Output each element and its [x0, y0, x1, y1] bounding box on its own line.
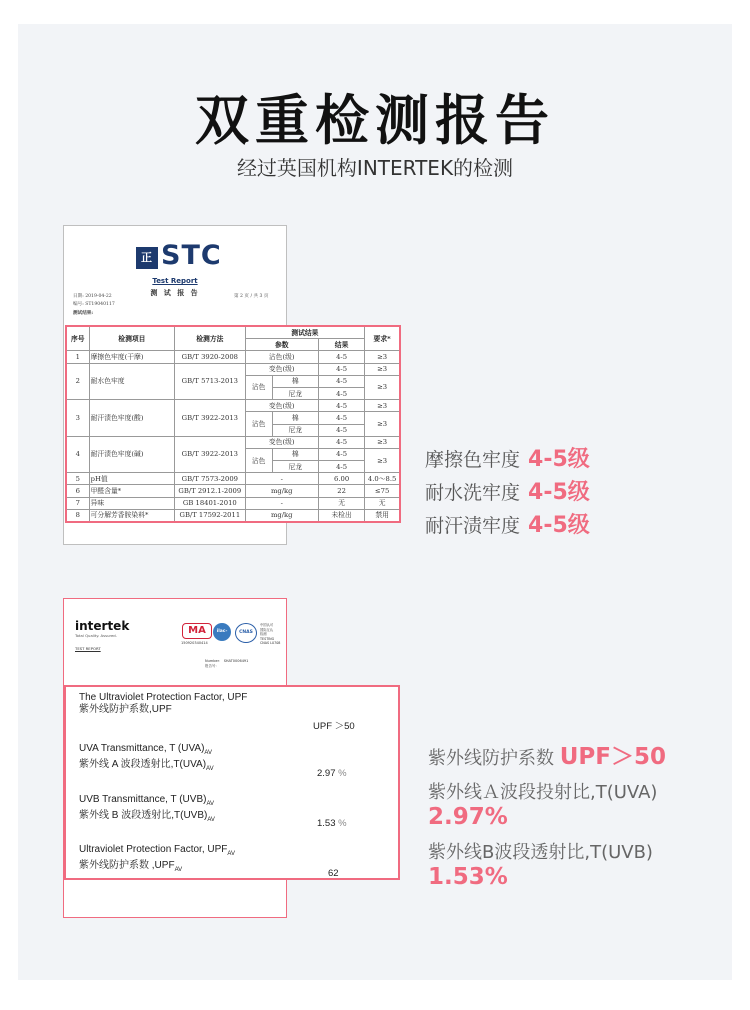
uvb-number: 1.53 — [317, 818, 336, 829]
header-method: 检测方法 — [175, 326, 245, 351]
highlight-value: 4-5级 — [528, 480, 590, 505]
cnas-text-line: CNAS L0708 — [260, 641, 281, 645]
report-date: 日期: 2019-04-22 — [73, 294, 112, 299]
cell-param-b: 尼龙 — [272, 461, 318, 473]
uvb-cn: 紫外线 B 波段透射比,T(UVB) — [79, 810, 208, 821]
table-row — [66, 363, 400, 375]
cell-param-b: 棉 — [272, 412, 318, 424]
cell-value: 4-5 — [318, 424, 364, 436]
stc-logo — [136, 240, 222, 271]
highlight-uva-label: 紫外线Ａ波段投射比,T(UVA) — [428, 782, 658, 803]
cell-method: GB/T 2912.1-2009 — [175, 485, 245, 497]
intertek-report-label: TEST REPORT — [75, 646, 101, 651]
highlight-rubbing — [425, 442, 590, 473]
cell-no: 5 — [66, 473, 89, 485]
table-row — [66, 497, 400, 509]
ilac-mark: ilac-MRA — [213, 623, 231, 641]
uvb-en: UVB Transmittance, T (UVB) — [79, 794, 207, 805]
header-req: 要求* — [365, 326, 400, 351]
upf-item-label — [79, 692, 247, 716]
uvb-unit: % — [338, 818, 347, 829]
cell-req: 4.0～8.5 — [365, 473, 400, 485]
cell-method: GB/T 7573-2009 — [175, 473, 245, 485]
cell-param: mg/kg — [245, 485, 318, 497]
ma-cert-mark: MA — [182, 623, 212, 639]
cell-value: 6.00 — [318, 473, 364, 485]
cell-param-a: 沾色 — [245, 375, 272, 399]
upf-av-cn-sub: AV — [174, 867, 183, 873]
cell-no: 1 — [66, 351, 89, 363]
report-page: 第 2 页 / 共 3 页 — [234, 294, 269, 299]
report-number: 编号: ST19040117 — [73, 302, 115, 307]
upf-results-box — [64, 685, 400, 880]
uvb-cn-sub: AV — [207, 817, 215, 823]
header-no: 序号 — [66, 326, 89, 351]
cell-item: 耐汗渍色牢度(碱) — [89, 436, 175, 473]
highlight-upf — [428, 738, 666, 771]
highlight-value: 4-5级 — [528, 513, 590, 538]
highlight-value: 4-5级 — [528, 447, 590, 472]
cell-param-b: 尼龙 — [272, 424, 318, 436]
table-row — [66, 436, 400, 448]
highlight-uvb-value: 1.53% — [428, 864, 508, 890]
highlight-upf-value: UPF＞50 — [559, 744, 666, 770]
number-cn: 报告号： — [205, 663, 219, 668]
cell-item: 耐汗渍色牢度(酸) — [89, 400, 175, 437]
cell-param: 变色(级) — [245, 400, 318, 412]
uvb-en-sub: AV — [206, 801, 215, 807]
cell-item: 可分解芳香胺染料* — [89, 509, 175, 522]
cell-param-a: 沾色 — [245, 448, 272, 472]
uvb-value — [317, 818, 347, 829]
cell-req: ≥3 — [365, 363, 400, 375]
uva-en-sub: AV — [204, 750, 212, 756]
cell-value: 4-5 — [318, 461, 364, 473]
cell-method: GB/T 3920-2008 — [175, 351, 245, 363]
intertek-tagline: Total Quality. Assured. — [75, 633, 117, 638]
highlight-uvb — [428, 838, 653, 890]
cell-value: 4-5 — [318, 375, 364, 387]
cnas-text — [260, 623, 280, 646]
upf-av-en: Ultraviolet Protection Factor, UPF — [79, 844, 228, 855]
upf-cn: 紫外线防护系数,UPF — [79, 704, 172, 715]
cell-req: ≥3 — [365, 375, 400, 399]
cell-param: mg/kg — [245, 509, 318, 522]
cell-param: - — [245, 473, 318, 485]
cell-no: 4 — [66, 436, 89, 473]
cell-req: ≥3 — [365, 400, 400, 412]
cell-method: GB/T 5713-2013 — [175, 363, 245, 400]
cell-req: ≤75 — [365, 485, 400, 497]
cell-value: 4-5 — [318, 400, 364, 412]
cell-param: - — [245, 497, 318, 509]
upf-value: UPF ＞50 — [313, 721, 355, 732]
cell-no: 3 — [66, 400, 89, 437]
cell-method: GB/T 17592-2011 — [175, 509, 245, 522]
stc-results-table — [65, 325, 401, 523]
cnas-text-line: 中国认可 — [260, 623, 274, 627]
cell-req: ≥3 — [365, 436, 400, 448]
uva-item-label — [79, 743, 214, 775]
table-row — [66, 473, 400, 485]
cell-param: 沾色(级) — [245, 351, 318, 363]
table-row — [66, 509, 400, 522]
table-row — [66, 351, 400, 363]
cell-item: 摩擦色牢度(干摩) — [89, 351, 175, 363]
upf-en: The Ultraviolet Protection Factor, UPF — [79, 692, 248, 703]
cell-no: 8 — [66, 509, 89, 522]
page-subtitle: 经过英国机构INTERTEK的检测 — [236, 156, 514, 180]
highlight-label: 耐汗渍牢度 — [425, 515, 521, 537]
cell-req: 禁用 — [365, 509, 400, 522]
cell-item: 异味 — [89, 497, 175, 509]
highlight-uvb-label: 紫外线B波段透射比,T(UVB) — [428, 842, 653, 863]
header-param: 参数 — [245, 339, 318, 351]
header-value: 结果 — [318, 339, 364, 351]
cell-req: 无 — [365, 497, 400, 509]
highlight-upf-label: 紫外线防护系数 — [428, 748, 554, 769]
cnas-mark: CNAS — [235, 623, 257, 643]
cell-method: GB 18401-2010 — [175, 497, 245, 509]
highlight-label: 摩擦色牢度 — [425, 449, 521, 471]
number-value: SHAT0006491 — [223, 659, 249, 663]
cell-item: 甲醛含量* — [89, 485, 175, 497]
cell-no: 2 — [66, 363, 89, 400]
cell-req: ≥3 — [365, 448, 400, 472]
upf-av-item-label — [79, 844, 235, 876]
cell-value: 未检出 — [318, 509, 364, 522]
highlight-washing — [425, 475, 590, 506]
highlight-uva — [428, 778, 657, 830]
cell-no: 7 — [66, 497, 89, 509]
uva-en: UVA Transmittance, T (UVA) — [79, 743, 205, 754]
highlight-perspiration — [425, 508, 590, 539]
stc-logo-mark: 正 — [136, 247, 158, 269]
cell-value: 4-5 — [318, 387, 364, 399]
cell-value: 4-5 — [318, 448, 364, 460]
uva-unit: % — [338, 768, 347, 779]
cell-req: ≥3 — [365, 351, 400, 363]
cell-value: 4-5 — [318, 412, 364, 424]
report-title-en: Test Report — [152, 277, 198, 285]
uvb-item-label — [79, 794, 215, 826]
cell-param: 变色(级) — [245, 436, 318, 448]
page-title: 双重检测报告 — [195, 89, 555, 152]
table-row — [66, 400, 400, 412]
number-label: Number： — [205, 659, 223, 663]
intertek-number — [205, 659, 248, 668]
cell-method: GB/T 3922-2013 — [175, 436, 245, 473]
cell-item: pH值 — [89, 473, 175, 485]
uva-cn-sub: AV — [206, 766, 214, 772]
cell-param-b: 棉 — [272, 375, 318, 387]
cell-value: 4-5 — [318, 351, 364, 363]
highlight-uva-value: 2.97% — [428, 804, 508, 830]
upf-av-value: 62 — [328, 868, 339, 879]
cell-param-a: 沾色 — [245, 412, 272, 436]
cnas-text-line: 国际互认 — [260, 627, 274, 632]
intertek-logo: intertek — [75, 619, 130, 633]
cell-item: 耐水色牢度 — [89, 363, 175, 400]
cell-param-b: 棉 — [272, 448, 318, 460]
cell-param-b: 尼龙 — [272, 387, 318, 399]
cell-param: 变色(级) — [245, 363, 318, 375]
cell-value: 4-5 — [318, 436, 364, 448]
stc-logo-text: STC — [161, 240, 222, 271]
cnas-text-line: TESTING — [260, 636, 275, 641]
table-row — [66, 485, 400, 497]
header-result: 测试结果 — [245, 326, 365, 339]
cell-value: 无 — [318, 497, 364, 509]
cell-req: ≥3 — [365, 412, 400, 436]
cell-value: 4-5 — [318, 363, 364, 375]
ma-number: 150920340414 — [181, 641, 208, 645]
uva-number: 2.97 — [317, 768, 336, 779]
highlight-label: 耐水洗牢度 — [425, 482, 521, 504]
upf-av-en-sub: AV — [227, 851, 235, 857]
uva-value — [317, 768, 347, 779]
cell-value: 22 — [318, 485, 364, 497]
uva-cn: 紫外线 A 波段透射比,T(UVA) — [79, 759, 207, 770]
cnas-text-line: 检测 — [260, 632, 267, 636]
upf-av-cn: 紫外线防护系数 ,UPF — [79, 860, 175, 871]
cell-no: 6 — [66, 485, 89, 497]
header-item: 检测项目 — [89, 326, 175, 351]
cell-method: GB/T 3922-2013 — [175, 400, 245, 437]
result-label: 测试结果: — [73, 311, 94, 316]
report-title-cn: 测 试 报 告 — [150, 289, 200, 297]
